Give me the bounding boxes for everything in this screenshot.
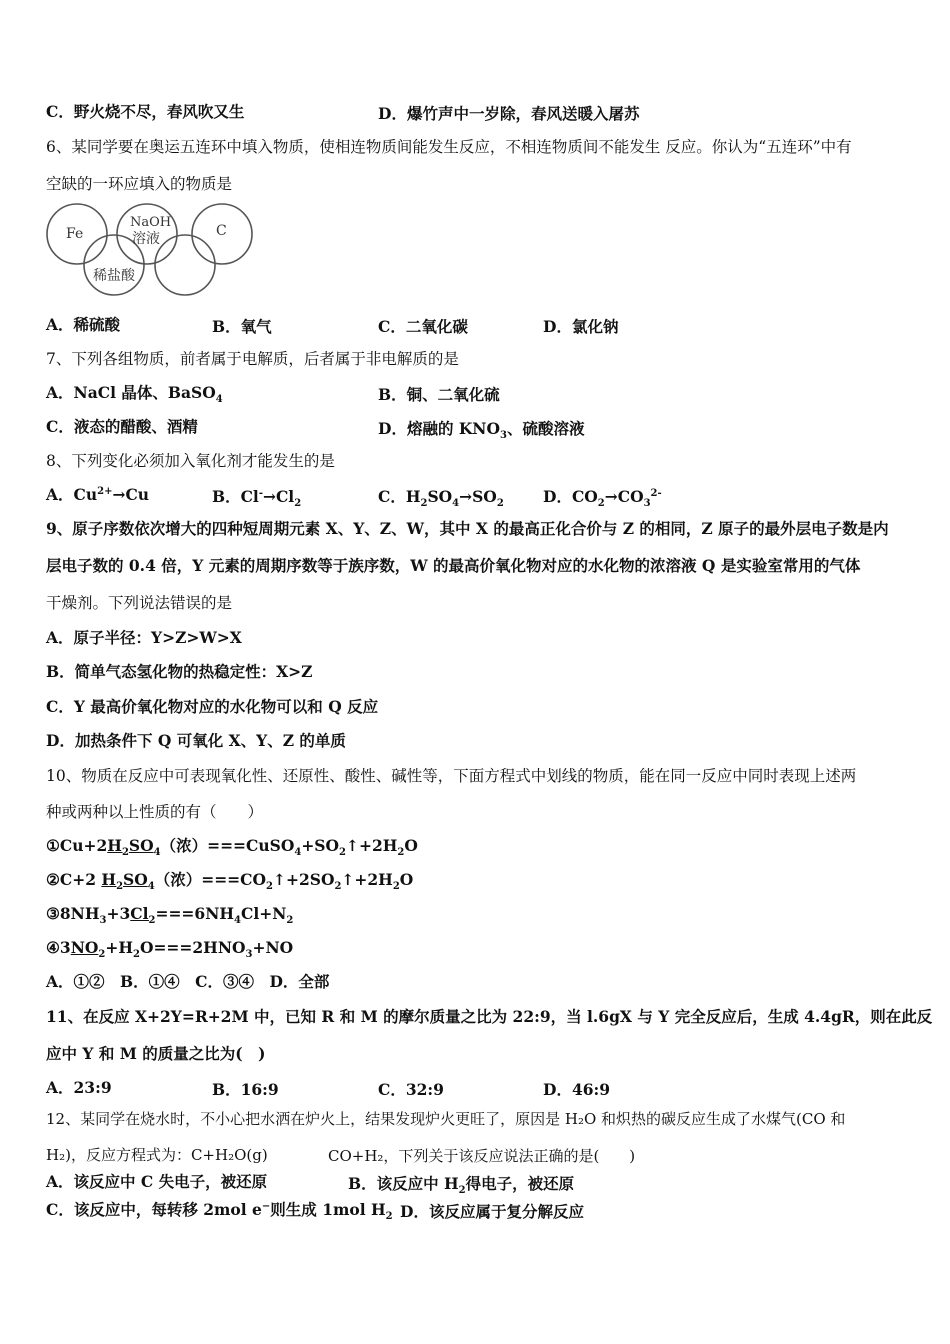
q6-stem-line2: 空缺的一环应填入的物质是: [46, 175, 233, 193]
q10-stem-line1: 10、物质在反应中可表现氧化性、还原性、酸性、碱性等，下面方程式中划线的物质，能在同一反应中同时表现上述两: [46, 767, 857, 785]
q11-option-c: C．32:9: [378, 1080, 444, 1099]
q8-stem: 8、下列变化必须加入氧化剂才能发生的是: [46, 452, 335, 470]
q9-stem-line2: 层电子数的 0.4 倍，Y 元素的周期序数等于族序数，W 的最高价氧化物对应的水化物的浓溶液 Q 是实验室常用的气体: [46, 556, 861, 575]
q11-option-a: A．23:9: [46, 1078, 112, 1097]
q12-option-c: C．该反应中，每转移 2mol e−则生成 1mol $H_2$: [46, 1200, 393, 1223]
q6-option-c: C．二氧化碳: [378, 317, 468, 336]
q7-option-d: D．熔融的 $KNO_3$、硫酸溶液: [378, 419, 585, 442]
q10-equation-1: $①Cu+2H_2SO_4$（浓）$===CuSO_4+SO_2↑+2H_2O$: [46, 836, 418, 859]
q9-stem-line1: 9、原子序数依次增大的四种短周期元素 X、Y、Z、W，其中 X 的最高正化合价与 Z 的相同，Z 原子的最外层电子数是内: [46, 519, 889, 538]
ring-label-fe: Fe: [66, 226, 84, 242]
q7-option-a: A．NaCl 晶体、BaSO$_4$: [46, 383, 223, 406]
q8-option-d: D．$CO_2\to CO_3^{2-}$: [543, 487, 662, 510]
ring-label-hcl: 稀盐酸: [93, 268, 135, 284]
q9-option-b: B．简单气态氢化物的热稳定性：X>Z: [46, 662, 313, 681]
q6-option-d: D．氯化钠: [543, 317, 619, 336]
q12-option-d: D．该反应属于复分解反应: [400, 1202, 584, 1221]
olympic-rings-diagram: [44, 202, 264, 302]
q12-stem-line1: 12、某同学在烧水时，不小心把水洒在炉火上，结果发现炉火更旺了，原因是 H₂O 和炽热的碳反应生成了水煤气(CO 和: [46, 1110, 846, 1128]
q11-option-b: B．16:9: [212, 1080, 279, 1099]
q6-option-a: A．稀硫酸: [46, 315, 121, 334]
q9-stem-line3: 干燥剂。下列说法错误的是: [46, 594, 233, 612]
q10-stem-line2: 种或两种以上性质的有（ ）: [46, 803, 264, 821]
ring-blank: [155, 235, 215, 295]
q11-option-d: D．46:9: [543, 1080, 611, 1099]
q12-stem-line2a: H₂)，反应方程式为：C+H₂O(g): [46, 1146, 268, 1164]
q12-option-b: B．该反应中 $H_2$得电子，被还原: [348, 1174, 575, 1197]
q10-equation-4: $④3NO_2+H_2O===2HNO_3+NO$: [46, 938, 294, 961]
q12-stem-line2b: CO+H₂，下列关于该反应说法正确的是( ): [328, 1147, 636, 1165]
q9-option-a: A．原子半径：Y>Z>W>X: [46, 628, 242, 647]
ring-label-naoh: NaOH: [130, 215, 172, 230]
q11-stem-line2: 应中 Y 和 M 的质量之比为( ): [46, 1044, 266, 1063]
q11-stem-line1: 11、在反应 X+2Y=R+2M 中，已知 R 和 M 的摩尔质量之比为 22:9，当 l.6gX 与 Y 完全反应后，生成 4.4gR，则在此反: [46, 1007, 933, 1026]
q10-equation-3: $③8NH_3+3Cl_2===6NH_4Cl+N_2$: [46, 904, 294, 927]
prev-option-d: D．爆竹声中一岁除，春风送暖入屠苏: [378, 104, 640, 123]
q9-option-d: D．加热条件下 Q 可氧化 X、Y、Z 的单质: [46, 731, 346, 750]
q7-option-b: B．铜、二氧化硫: [378, 385, 500, 404]
q6-option-b: B．氧气: [212, 317, 272, 336]
q12-option-a: A．该反应中 C 失电子，被还原: [46, 1172, 268, 1191]
q7-option-c: C．液态的醋酸、酒精: [46, 417, 198, 436]
q7-stem: 7、下列各组物质，前者属于电解质，后者属于非电解质的是: [46, 350, 459, 368]
q10-options: A．①② B．①④ C．③④ D．全部: [46, 972, 330, 991]
ring-label-solution: 溶液: [132, 231, 160, 247]
q6-stem-line1: 6、某同学要在奥运五连环中填入物质，使相连物质间能发生反应，不相连物质间不能发生 反应。你认为“五连环”中有: [46, 138, 852, 156]
q8-option-b: B．$Cl^-\to Cl_2$: [212, 487, 302, 510]
q8-option-a: A．$Cu^{2+}\to Cu$: [46, 485, 150, 504]
q9-option-c: C．Y 最高价氧化物对应的水化物可以和 Q 反应: [46, 697, 379, 716]
prev-option-c: C．野火烧不尽，春风吹又生: [46, 102, 245, 121]
ring-label-c: C: [216, 223, 227, 239]
q10-equation-2: ②C+2 $H_2SO_4$（浓）$===CO_2↑+2SO_2↑+2H_2O$: [46, 870, 414, 893]
q8-option-c: C．$H_2SO_4\to SO_2$: [378, 487, 504, 510]
